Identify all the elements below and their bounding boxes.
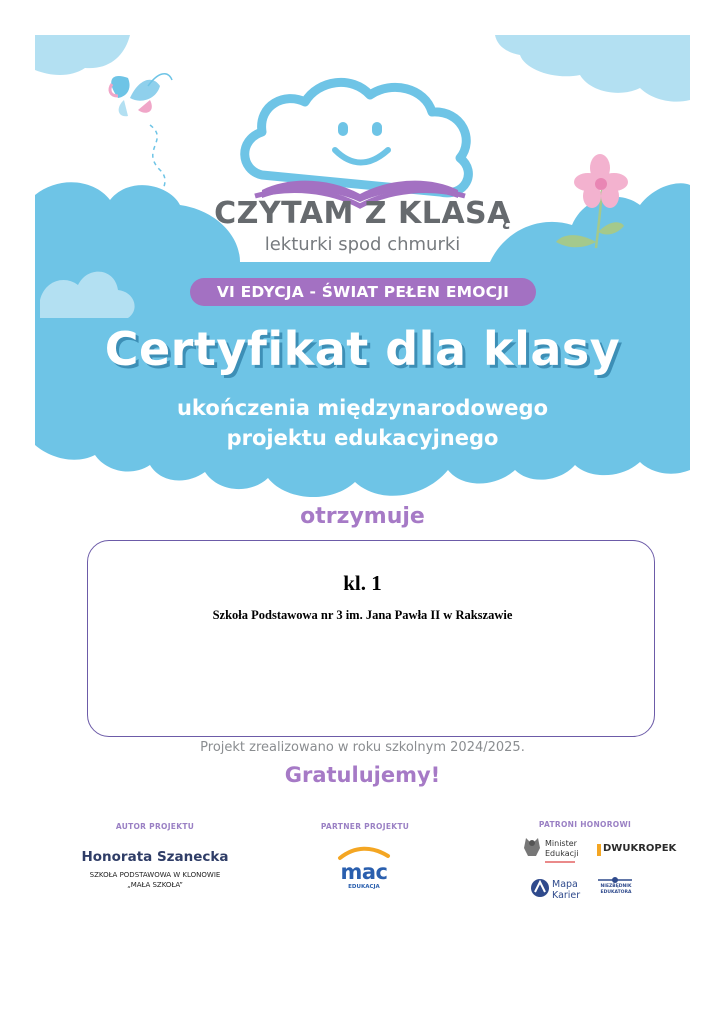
- edition-badge: VI EDYCJA - ŚWIAT PEŁEN EMOCJI: [190, 278, 536, 306]
- smile-cloud: [245, 82, 469, 192]
- author-school: [60, 870, 250, 890]
- cloud-eye-left: [338, 122, 348, 136]
- niezbednik-line2: EDUKATORA: [600, 890, 632, 895]
- brand-title: CZYTAM Z KLASĄ: [214, 196, 511, 231]
- top-right-cloud: [495, 35, 690, 102]
- author-school-line2: „MAŁA SZKOŁA”: [127, 881, 183, 889]
- minister-line1: Minister: [545, 839, 577, 848]
- mac-logo: mac: [340, 860, 388, 884]
- congratulations-text: Gratulujemy!: [284, 763, 441, 787]
- mapa-line1: Mapa: [552, 879, 578, 890]
- minister-logo: [545, 839, 578, 859]
- patrons-heading: PATRONI HONOROWI: [538, 820, 632, 829]
- minister-line2: Edukacji: [545, 849, 579, 858]
- mac-logo-subtext: EDUKACJA: [348, 884, 380, 890]
- author-heading: AUTOR PROJEKTU: [115, 822, 195, 831]
- eagle-emblem-icon: [524, 838, 540, 856]
- school-name: Szkoła Podstawowa nr 3 im. Jana Pawła II w Rakszawie: [212, 608, 513, 622]
- mac-swoosh-icon: [340, 849, 388, 858]
- mapa-karier-icon: [531, 879, 549, 897]
- cloud-eye-right: [372, 122, 382, 136]
- certificate-subtitle-line1: ukończenia międzynarodowego: [176, 396, 548, 420]
- receives-label: otrzymuje: [300, 504, 425, 529]
- author-school-line1: SZKOŁA PODSTAWOWA W KLONOWIE: [89, 871, 221, 879]
- dwukropek-mark: [597, 844, 601, 856]
- niezbednik-icon: [598, 877, 632, 883]
- certificate-title: Certyfikat dla klasy: [104, 322, 621, 376]
- recipient-box: [87, 540, 655, 737]
- class-name: kl. 1: [343, 571, 382, 595]
- certificate-subtitle-line2: projektu edukacyjnego: [226, 426, 499, 450]
- partner-heading: PARTNER PROJEKTU: [320, 822, 410, 831]
- mapa-karier-logo: [552, 879, 580, 901]
- niezbednik-line1: NIEZBĘDNIK: [600, 884, 632, 889]
- niezbednik-logo: [596, 884, 636, 896]
- dwukropek-logo: DWUKROPEK: [603, 843, 677, 854]
- year-note: Projekt zrealizowano w roku szkolnym 2024/2025.: [200, 740, 525, 755]
- brand-subtitle: lekturki spod chmurki: [264, 234, 461, 255]
- top-left-cloud: [35, 35, 130, 75]
- mapa-line2: Karier: [552, 890, 581, 901]
- author-name: Honorata Szanecka: [81, 849, 229, 865]
